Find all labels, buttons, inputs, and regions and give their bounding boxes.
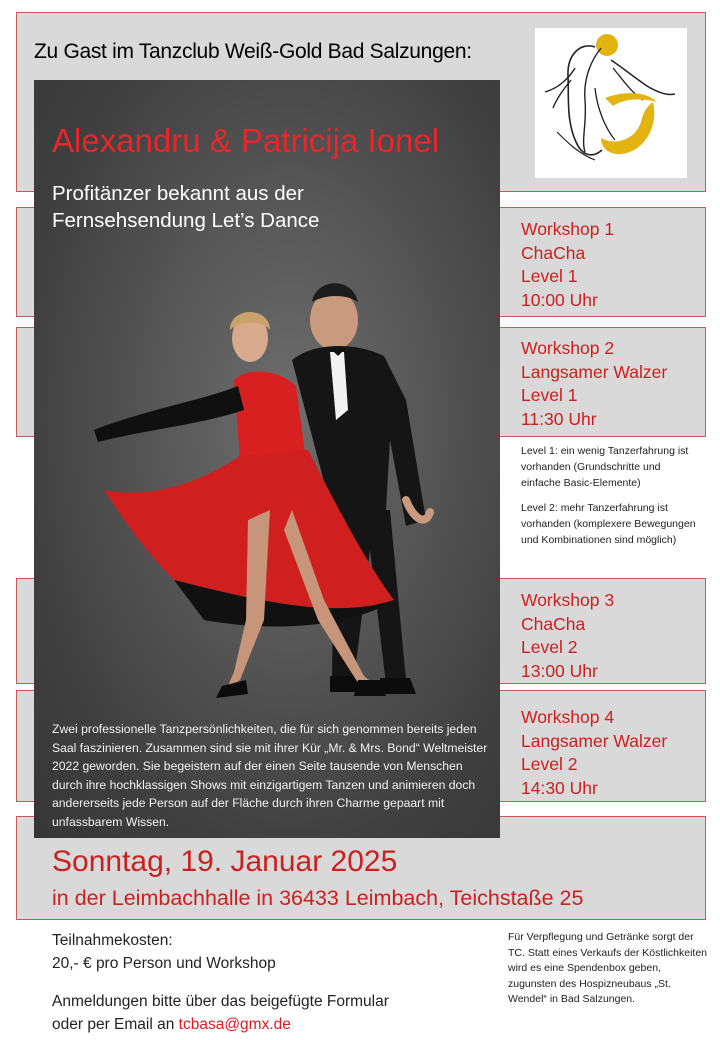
workshop-time: 13:00 Uhr <box>521 660 598 681</box>
workshop-level: Level 2 <box>521 754 578 774</box>
costs-label: Teilnahmekosten: <box>52 932 173 949</box>
workshop-title: Workshop 3 <box>521 590 615 610</box>
registration-line-2 <box>52 1014 389 1037</box>
workshop-dance: ChaCha <box>521 242 586 263</box>
level-2-note: Level 2: mehr Tanzerfahrung ist vorhanden (komplexere Bewegungen und Kombinationen sind möglich) <box>521 502 696 546</box>
hero-description: Zwei professionelle Tanzpersönlichkeiten, die für sich genommen bereits jeden Saal faszinieren. Zusammen sind sie mit ihrer Kür „Mr. & Mrs. Bond“ Weltmeister 2022 geworden. Sie begeistern auf der einen Seite tausende von Menschen durch ihre hochklassigen Shows mit einzigartigem Tanzen und animieren doch andererseits jede Person auf der Fläche durch ihren Charme gepaart mit unfassbarem Wissen. <box>52 722 488 829</box>
registration-email-link[interactable]: tcbasa@gmx.de <box>178 1015 291 1033</box>
hero-photo-panel <box>34 80 500 838</box>
workshop-time: 14:30 Uhr <box>521 777 598 798</box>
costs-value: 20,- € pro Person und Workshop <box>52 954 276 972</box>
hero-subtitle-line-2: Fernsehsendung Let’s Dance <box>52 209 320 232</box>
workshop-level: Level 2 <box>521 637 578 657</box>
hero-subtitle-line-1: Profitänzer bekannt aus der <box>52 182 304 205</box>
workshop-time: 11:30 Uhr <box>521 408 597 429</box>
workshop-level: Level 1 <box>521 266 578 286</box>
hero-name: Alexandru & Patricija Ionel <box>52 122 440 159</box>
catering-note: Für Verpflegung und Getränke sorgt der TC. Statt eines Verkaufs der Köstlichkeiten wird es eine Spendenbox geben, zugunsten des Hospizneubaus „St. Wendel“ in Bad Salzungen. <box>508 931 708 1006</box>
header-title: Zu Gast im Tanzclub Weiß-Gold Bad Salzungen: <box>34 40 472 63</box>
event-date: Sonntag, 19. Januar 2025 <box>52 845 398 878</box>
level-1-note: Level 1: ein wenig Tanzerfahrung ist vorhanden (Grundschritte und einfache Basic-Elemente) <box>521 445 689 489</box>
tc-dancer-logo-icon <box>535 28 687 178</box>
level-notes <box>521 443 696 557</box>
workshop-1 <box>521 218 614 312</box>
workshop-dance: ChaCha <box>521 613 586 634</box>
participation-costs <box>52 930 276 975</box>
registration-info <box>52 991 389 1036</box>
workshop-2 <box>521 337 667 431</box>
workshop-3 <box>521 589 614 683</box>
workshop-title: Workshop 4 <box>521 707 615 727</box>
workshop-time: 10:00 Uhr <box>521 289 598 310</box>
workshop-title: Workshop 1 <box>521 219 615 239</box>
workshop-4 <box>521 706 667 800</box>
workshop-title: Workshop 2 <box>521 338 615 358</box>
workshop-level: Level 1 <box>521 385 578 405</box>
event-location: in der Leimbachhalle in 36433 Leimbach, Teichstaße 25 <box>52 886 584 910</box>
workshop-dance: Langsamer Walzer <box>521 361 668 382</box>
workshop-dance: Langsamer Walzer <box>521 730 668 751</box>
registration-line-1: Anmeldungen bitte über das beigefügte Formular <box>52 993 389 1010</box>
registration-prefix: oder per Email an <box>52 1015 179 1033</box>
hero-subtitle <box>52 180 319 234</box>
